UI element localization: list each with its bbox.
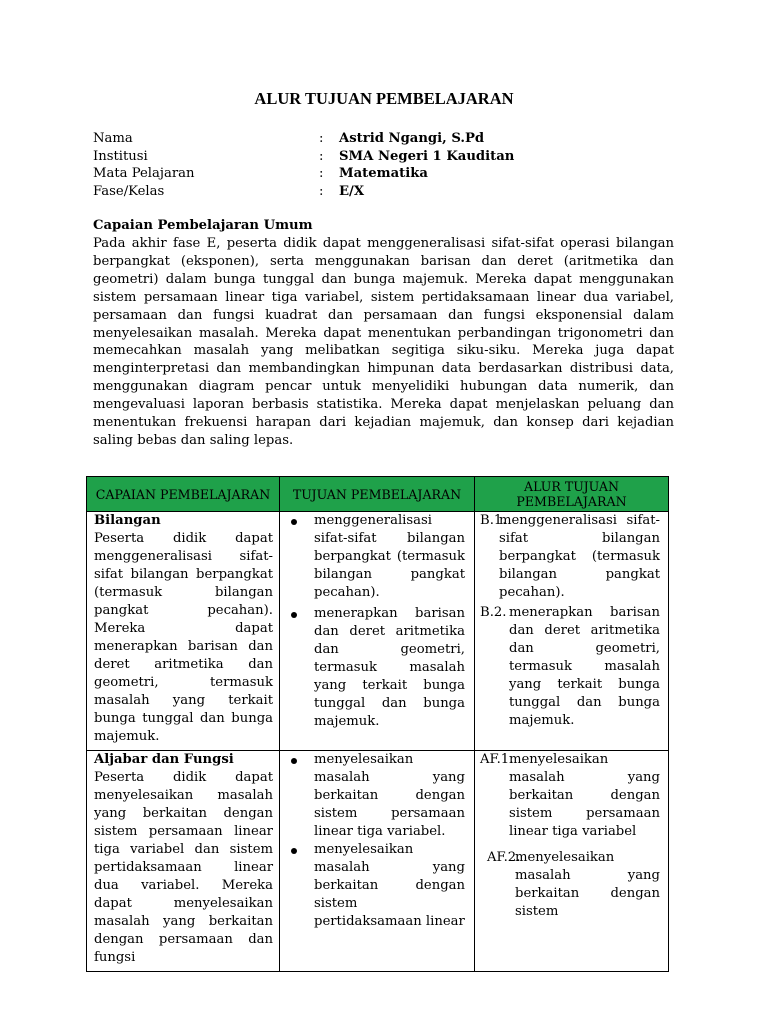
tp-list xyxy=(280,751,474,931)
atp-code: AF.1. xyxy=(480,752,514,767)
cp-title: Aljabar dan Fungsi xyxy=(94,752,234,767)
tp-item: menyelesaikan masalah yang berkaitan dengan sistem pertidaksamaan linear xyxy=(280,841,474,931)
atp-text: menyelesaikan masalah yang berkaitan dengan sistem persamaan linear tiga variabel xyxy=(509,752,660,839)
tp-item: menerapkan barisan dan deret aritmetika dan geometri, termasuk masalah yang terkait bunga tunggal dan bunga majemuk. xyxy=(280,605,474,731)
tp-item: menggeneralisasi sifat-sifat bilangan berpangkat (termasuk bilangan pangkat pecahan). xyxy=(280,512,474,602)
atp-code: B.2. xyxy=(480,605,507,620)
tp-item: menyelesaikan masalah yang berkaitan dengan sistem persamaan linear tiga variabel. xyxy=(280,751,474,841)
identity-row-mata-pelajaran xyxy=(93,166,693,184)
header-alur: ALUR TUJUAN PEMBELAJARAN xyxy=(475,477,669,512)
atp-item xyxy=(475,849,668,921)
cpu-heading: Capaian Pembelajaran Umum xyxy=(93,218,313,233)
cp-description: Peserta didik dapat menyelesaikan masalah yang berkaitan dengan sistem persamaan linear tiga variabel dan sistem pertidaksamaan linear dua variabel. Mereka dapat menyelesaikan masalah yang berkaitan dengan persamaan dan fungsi xyxy=(94,770,273,965)
atp-table xyxy=(86,476,669,972)
identity-row-institusi xyxy=(93,149,693,167)
atp-code: B.1. xyxy=(480,513,507,528)
atp-text: menerapkan barisan dan deret aritmetika dan geometri, termasuk masalah yang terkait bunga tunggal dan bunga majemuk. xyxy=(509,605,660,728)
tp-cell xyxy=(280,751,475,972)
cp-cell xyxy=(87,751,280,972)
identity-label: Institusi xyxy=(93,148,148,164)
identity-value: SMA Negeri 1 Kauditan xyxy=(339,148,515,164)
document-title: ALUR TUJUAN PEMBELAJARAN xyxy=(254,89,514,108)
atp-text: menyelesaikan masalah yang berkaitan dengan sistem xyxy=(515,850,660,919)
cp-description: Peserta didik dapat menggeneralisasi sifat-sifat bilangan berpangkat (termasuk bilangan pangkat pecahan). Mereka dapat menerapkan barisan dan deret aritmetika dan geometri, termasuk masalah yang terkait bunga tunggal dan bunga majemuk. xyxy=(94,531,273,744)
cpu-paragraph: Pada akhir fase E, peserta didik dapat menggeneralisasi sifat-sifat operasi bilangan berpangkat (eksponen), serta menggunakan barisan dan deret (aritmetika dan geometri) dalam bunga tunggal dan bunga majemuk. Mereka dapat menggunakan sistem persamaan linear tiga variabel, sistem pertidaksamaan linear dua variabel, persamaan dan fungsi kuadrat dan persamaan dan fungsi eksponensial dalam menyelesaikan masalah. Mereka dapat menentukan perbandingan trigonometri dan memecahkan masalah yang melibatkan segitiga siku-siku. Mereka juga dapat menginterpretasi dan membandingkan himpunan data berdasarkan distribusi data, menggunakan diagram pencar untuk menyelidiki hubungan data numerik, dan mengevaluasi laporan berbasis statistika. Mereka dapat menjelaskan peluang dan menentukan frekuensi harapan dari kejadian majemuk, dan konsep dari kejadian saling bebas dan saling lepas. xyxy=(93,236,674,448)
identity-value: E/X xyxy=(339,183,365,199)
identity-colon: : xyxy=(319,131,324,146)
tp-list xyxy=(280,512,474,731)
tp-cell xyxy=(280,512,475,751)
atp-code: AF.2. xyxy=(487,850,521,865)
identity-block xyxy=(93,131,693,201)
cp-cell xyxy=(87,512,280,751)
table-header-row xyxy=(87,477,669,512)
header-tujuan: TUJUAN PEMBELAJARAN xyxy=(280,477,475,512)
identity-row-fase-kelas xyxy=(93,184,693,202)
atp-cell xyxy=(475,512,669,751)
identity-colon: : xyxy=(319,148,324,164)
table-row xyxy=(87,751,669,972)
atp-item xyxy=(475,512,668,602)
identity-label: Nama xyxy=(93,131,133,146)
identity-colon: : xyxy=(319,166,324,181)
atp-item xyxy=(475,604,668,730)
atp-text: menggeneralisasi sifat-sifat bilangan berpangkat (termasuk bilangan pangkat pecahan). xyxy=(499,513,660,600)
identity-colon: : xyxy=(319,183,324,199)
table-row xyxy=(87,512,669,751)
identity-row-nama xyxy=(93,131,693,149)
identity-label: Fase/Kelas xyxy=(93,183,165,199)
cp-title: Bilangan xyxy=(94,513,161,528)
header-capaian: CAPAIAN PEMBELAJARAN xyxy=(87,477,280,512)
identity-value: Astrid Ngangi, S.Pd xyxy=(339,131,485,146)
atp-cell xyxy=(475,751,669,972)
identity-label: Mata Pelajaran xyxy=(93,166,195,181)
identity-value: Matematika xyxy=(339,166,428,181)
atp-item xyxy=(475,751,668,841)
